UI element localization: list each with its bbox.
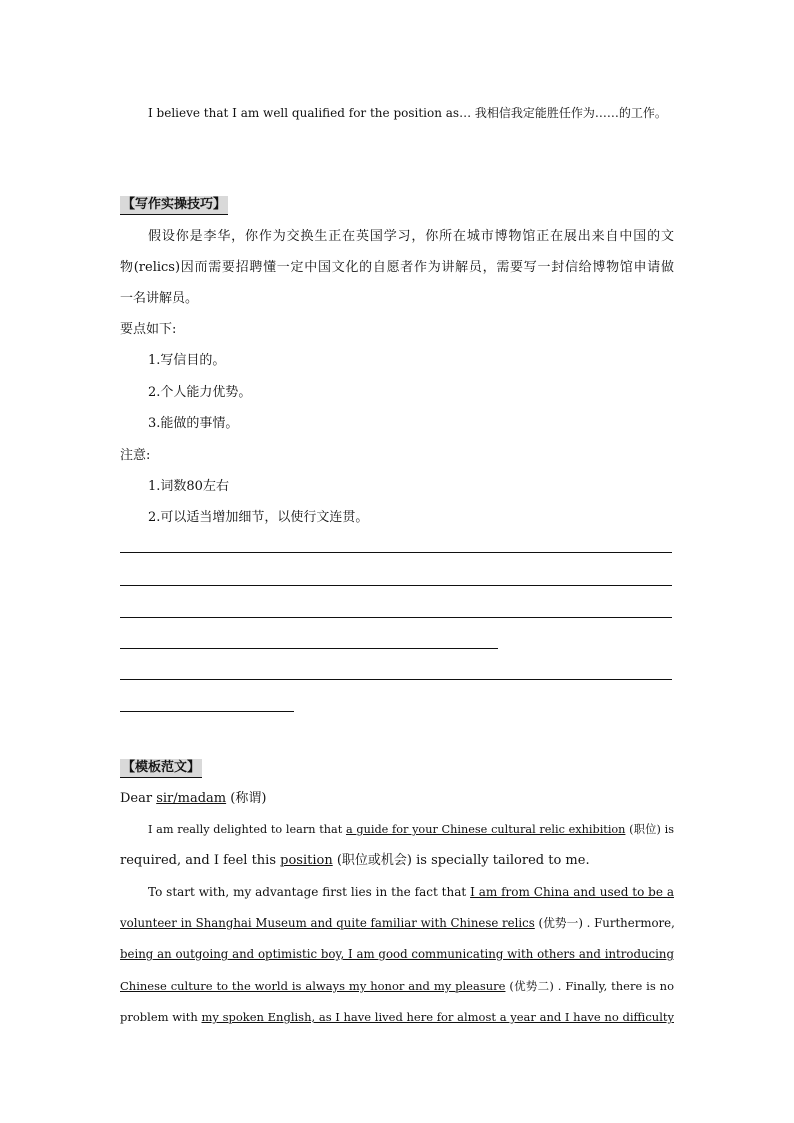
answer-line <box>120 711 294 712</box>
p2-l2-underlined: volunteer in Shanghai Museum and quite familiar with Chinese relics <box>120 916 535 930</box>
tips-heading-row <box>120 196 674 215</box>
note-2: 2.可以适当增加细节，以使行文连贯。 <box>148 510 369 525</box>
salutation-underlined: sir/madam <box>156 791 227 806</box>
salutation <box>120 790 674 808</box>
point-1: 1.写信目的。 <box>148 353 226 368</box>
prompt-line-1: 假设你是李华，你作为交换生正在英国学习，你所在城市博物馆正在展出来自中国的文 <box>148 229 674 244</box>
prompt-line-2: 物(relics)因而需要招聘懂一定中国文化的自愿者作为讲解员，需要写一封信给博物馆申请做 <box>120 260 674 275</box>
paragraph-2-line-3 <box>120 945 674 963</box>
answer-line <box>120 552 672 553</box>
p2-l4-post: (优势二) . Finally, there is no <box>505 979 674 993</box>
p1-l1-post: (职位) is <box>625 823 674 836</box>
salutation-post: (称谓) <box>226 791 267 806</box>
points-label: 要点如下: <box>120 322 177 337</box>
p2-l4-underlined: Chinese culture to the world is always my honor and my pleasure <box>120 979 506 993</box>
sample-heading: 【模板范文】 <box>120 759 202 778</box>
p2-l1-pre: To start with, my advantage first lies in the fact that <box>148 885 471 899</box>
p1-l2-post: (职位或机会) is specially tailored to me. <box>332 853 590 868</box>
p2-l1-underlined: I am from China and used to be a <box>470 885 674 899</box>
answer-line <box>120 679 672 680</box>
paragraph-1-line-2 <box>120 852 674 870</box>
salutation-pre: Dear <box>120 791 157 806</box>
p2-l3-underlined: being an outgoing and optimistic boy, I am good communicating with others and introducing <box>120 947 674 961</box>
paragraph-2-line-4 <box>120 977 674 995</box>
intro-sentence: I believe that I am well qualified for the position as… 我相信我定能胜任作为……的工作。 <box>148 106 667 120</box>
p2-l5-underlined: my spoken English, as I have lived here for almost a year and I have no difficulty <box>201 1010 674 1024</box>
tips-heading: 【写作实操技巧】 <box>120 196 228 215</box>
prompt-line-3: 一名讲解员。 <box>120 291 199 306</box>
answer-line <box>120 585 672 586</box>
point-3: 3.能做的事情。 <box>148 416 239 431</box>
answer-line <box>120 617 672 618</box>
paragraph-2-line-5 <box>120 1008 674 1026</box>
notes-label: 注意: <box>120 448 151 463</box>
p1-l1-pre: I am really delighted to learn that <box>148 823 346 836</box>
paragraph-1-line-1 <box>148 821 674 839</box>
p2-l2-post: (优势一) . Furthermore, <box>534 916 675 930</box>
p1-l2-underlined: position <box>280 853 333 868</box>
paragraph-2-line-1 <box>148 883 674 901</box>
note-1: 1.词数80左右 <box>148 479 229 494</box>
p1-l2-pre: required, and I feel this <box>120 853 281 868</box>
p1-l1-underlined: a guide for your Chinese cultural relic exhibition <box>345 823 626 836</box>
answer-line <box>120 648 498 649</box>
paragraph-2-line-2 <box>120 914 674 932</box>
sample-heading-row <box>120 759 674 778</box>
p2-l5-pre: problem with <box>120 1010 202 1024</box>
point-2: 2.个人能力优势。 <box>148 385 252 400</box>
